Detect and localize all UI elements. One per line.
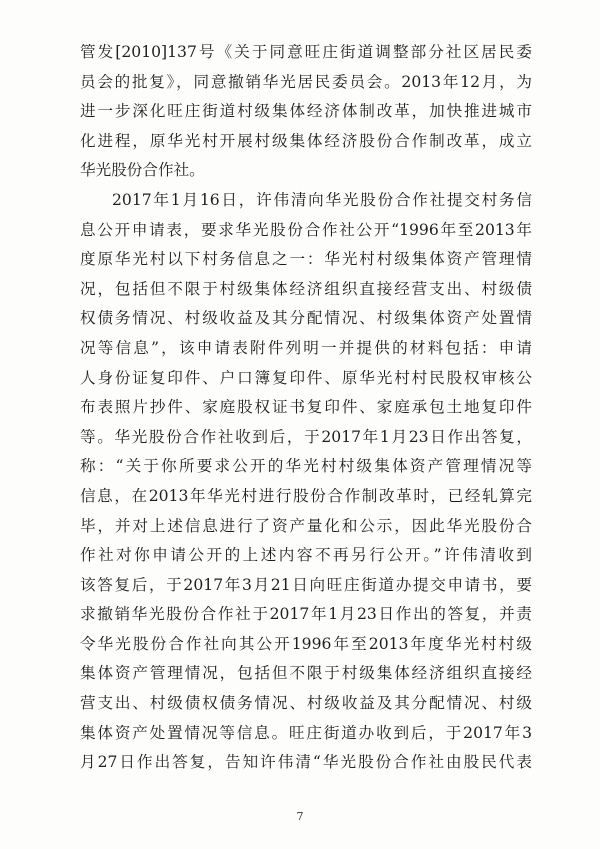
text-line: 令华光股份合作社向其公开1996年至2013年度华光村村级	[80, 634, 532, 653]
page-number: 7	[296, 810, 304, 823]
text-line: 求撤销华光股份合作社于2017年1月23日作出的答复，并责	[80, 605, 532, 624]
text-line: 集体资产管理情况，包括但不限于村级集体经济组织直接经	[80, 664, 532, 683]
text-line: 度原华光村以下村务信息之一：华光村村级集体资产管理情	[80, 250, 532, 269]
text-line: 月27日作出答复，告知许伟清“华光股份合作社由股民代表	[80, 753, 532, 772]
text-line: 权债务情况、村级收益及其分配情况、村级集体资产处置情	[80, 309, 532, 328]
text-line: 况等信息”，该申请表附件列明一并提供的材料包括：申请	[80, 338, 532, 357]
text-line: 息公开申请表，要求华光股份合作社公开“1996年至2013年	[80, 220, 532, 239]
text-line: 营支出、村级债权债务情况、村级收益及其分配情况、村级	[80, 694, 532, 713]
text-line: 管发[2010]137号《关于同意旺庄街道调整部分社区居民委	[80, 43, 532, 61]
text-line: 信息，在2013年华光村进行股份合作制改革时，已经轧算完	[80, 486, 532, 505]
text-line: 作社对你申请公开的上述内容不再另行公开。”许伟清收到	[80, 546, 532, 565]
text-line: 布表照片抄件、家庭股权证书复印件、家庭承包土地复印件	[80, 398, 532, 417]
text-line: 进一步深化旺庄街道村级集体经济体制改革，加快推进城市	[80, 102, 532, 121]
paragraph-first-line: 2017年1月16日，许伟清向华光股份合作社提交村务信	[112, 190, 532, 209]
text-line: 员会的批复》，同意撤销华光居民委员会。2013年12月，为	[80, 72, 532, 91]
text-line: 该答复后，于2017年3月21日向旺庄街道办提交申请书，要	[80, 575, 532, 594]
text-line: 称：“关于你所要求公开的华光村村级集体资产管理情况等	[80, 457, 532, 476]
document-body	[80, 38, 532, 778]
text-line: 况，包括但不限于村级集体经济组织直接经营支出、村级债	[80, 279, 532, 298]
text-line: 人身份证复印件、户口簿复印件、原华光村村民股权审核公	[80, 368, 532, 387]
text-line: 集体资产处置情况等信息。旺庄街道办收到后，于2017年3	[80, 723, 532, 742]
text-line: 华光股份合作社。	[80, 161, 205, 180]
text-line: 毕，并对上述信息进行了资产量化和公示，因此华光股份合	[80, 516, 532, 535]
text-line: 等。华光股份合作社收到后，于2017年1月23日作出答复，	[80, 427, 532, 446]
text-line: 化进程，原华光村开展村级集体经济股份合作制改革，成立	[80, 131, 532, 150]
